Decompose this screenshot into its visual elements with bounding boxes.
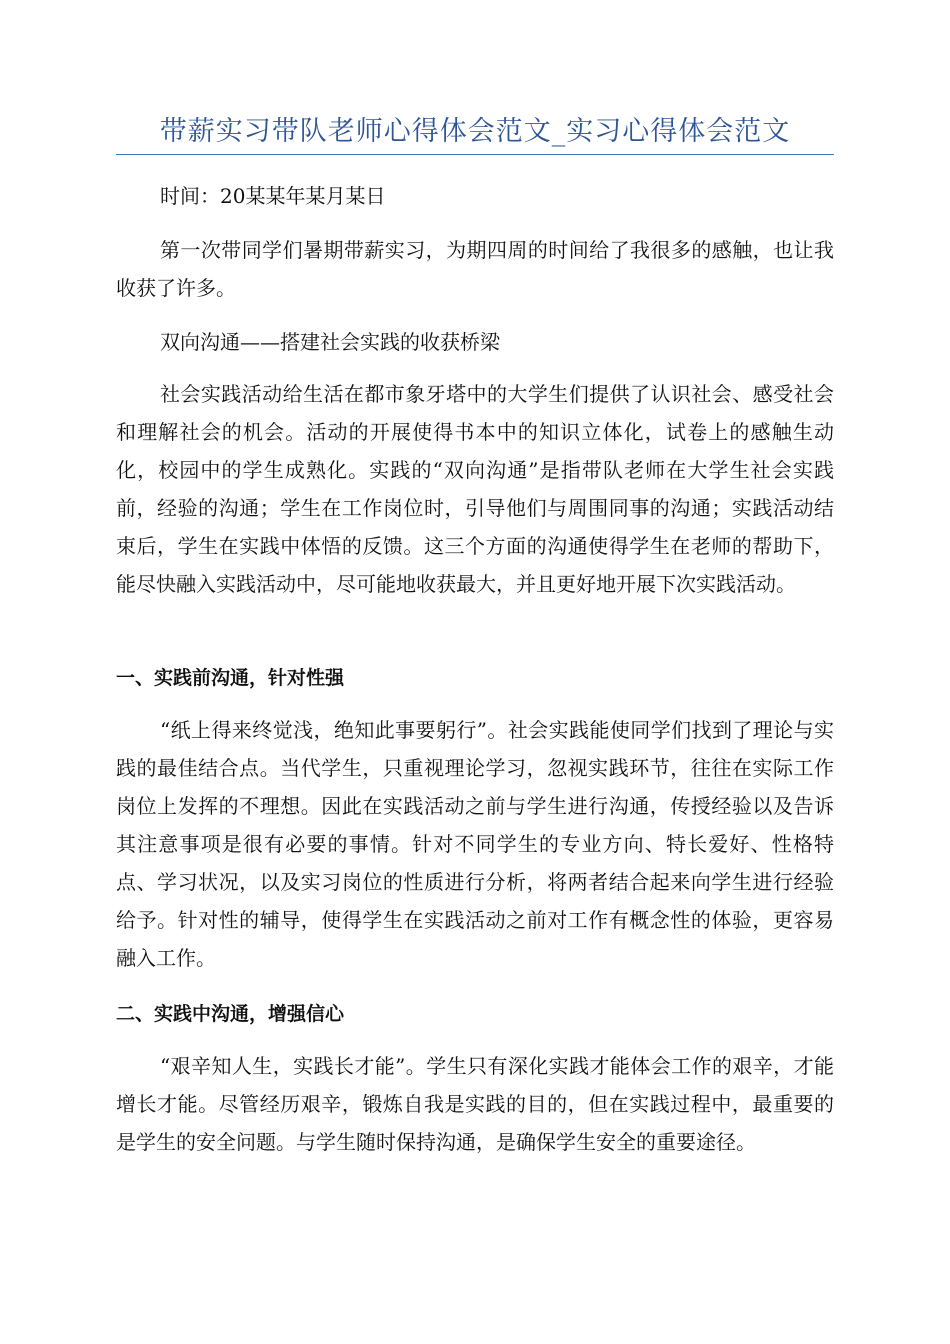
document-title: 带薪实习带队老师心得体会范文_实习心得体会范文 — [159, 116, 791, 147]
title-underline — [116, 154, 834, 155]
section-2-paragraph: “艰辛知人生，实践长才能”。学生只有深化实践才能体会工作的艰辛，才能增长才能。尽管经历艰辛，锻炼自我是实践的目的，但在实践过程中，最重要的是学生的安全问题。与学生随时保持沟通，是确保学生安全的重要途径。 — [116, 1054, 834, 1154]
subtitle-paragraph: 双向沟通——搭建社会实践的收获桥梁 — [160, 330, 500, 354]
section-heading-2: 二、实践中沟通，增强信心 — [116, 1003, 345, 1025]
paragraph-social-practice: 社会实践活动给生活在都市象牙塔中的大学生们提供了认识社会、感受社会和理解社会的机会。活动的开展使得书本中的知识立体化，试卷上的感触生动化，校园中的学生成熟化。实践的“双向沟通”是指带队老师在大学生社会实践前，经验的沟通；学生在工作岗位时，引导他们与周围同事的沟通；实践活动结束后，学生在实践中体悟的反馈。这三个方面的沟通使得学生在老师的帮助下，能尽快融入实践活动中，尽可能地收获最大，并且更好地开展下次实践活动。 — [116, 382, 834, 596]
intro-paragraph: 第一次带同学们暑期带薪实习，为期四周的时间给了我很多的感触，也让我收获了许多。 — [116, 238, 834, 300]
section-heading-1: 一、实践前沟通，针对性强 — [116, 667, 345, 689]
date-line: 时间：20某某年某月某日 — [160, 184, 386, 208]
section-1-paragraph: “纸上得来终觉浅，绝知此事要躬行”。社会实践能使同学们找到了理论与实践的最佳结合点。当代学生，只重视理论学习，忽视实践环节，往往在实际工作岗位上发挥的不理想。因此在实践活动之前与学生进行沟通，传授经验以及告诉其注意事项是很有必要的事情。针对不同学生的专业方向、特长爱好、性格特点、学习状况，以及实习岗位的性质进行分析，将两者结合起来向学生进行经验给予。针对性的辅导，使得学生在实践活动之前对工作有概念性的体验，更容易融入工作。 — [116, 718, 834, 970]
